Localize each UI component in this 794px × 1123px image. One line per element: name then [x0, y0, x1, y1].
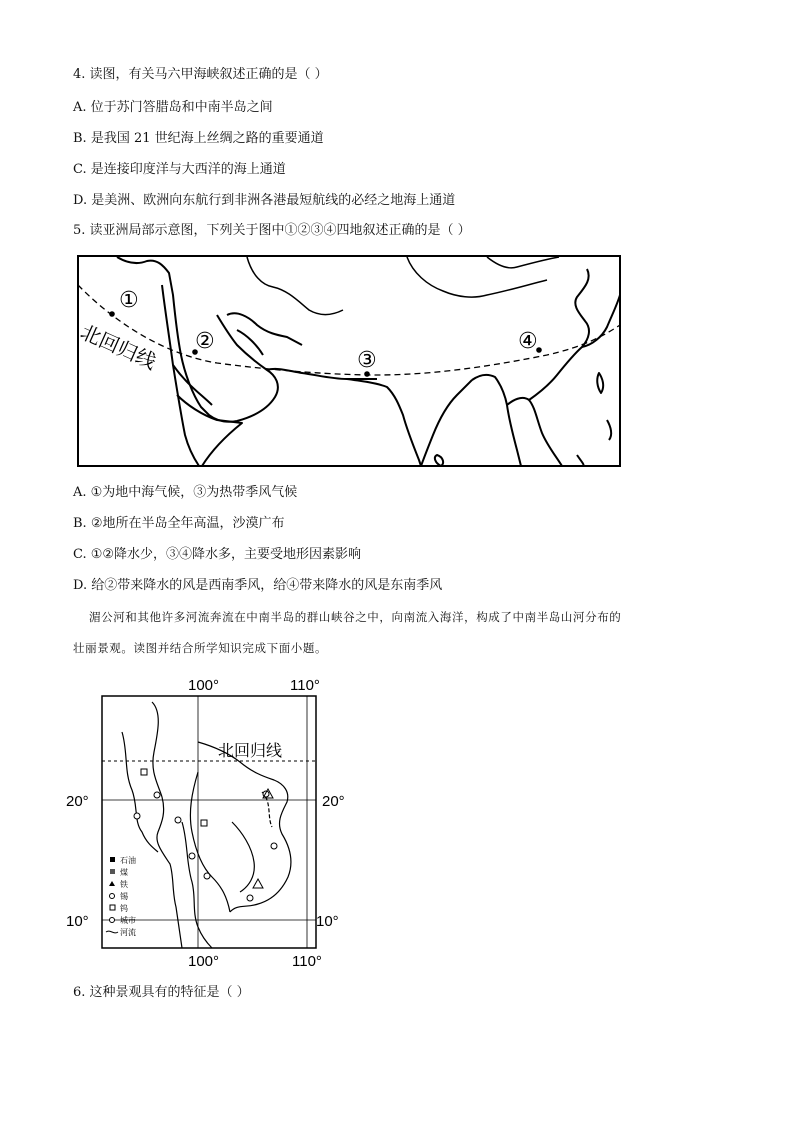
lon-100-top: 100°: [188, 677, 220, 694]
indochina-map: [62, 672, 372, 972]
point-1-label: ①: [119, 287, 139, 312]
legend-coal: 煤: [120, 868, 128, 877]
legend-tin: 锡: [120, 892, 128, 901]
passage-line-1: 湄公河和其他许多河流奔流在中南半岛的群山峡谷之中，向南流入海洋，构成了中南半岛山河分布的: [89, 610, 622, 624]
q5-option-d: D. 给②带来降水的风是西南季风，给④带来降水的风是东南季风: [73, 578, 443, 593]
q5-option-a: A. ①为地中海气候，③为热带季风气候: [73, 485, 298, 500]
legend-oil: 石油: [120, 856, 136, 865]
q4-option-a: A. 位于苏门答腊岛和中南半岛之间: [73, 100, 273, 115]
point-3-dot: [364, 371, 370, 377]
q6-stem: 6. 这种景观具有的特征是（ ）: [73, 985, 250, 1000]
lat-20-right: 20°: [322, 793, 345, 810]
lat-20-left: 20°: [66, 793, 89, 810]
legend-city: 城市: [120, 916, 136, 925]
tropic-label-asia: 北回归线: [77, 321, 159, 375]
lon-110-bottom: 110°: [292, 953, 322, 970]
legend-city-icon: [110, 918, 115, 923]
lon-110-top: 110°: [290, 677, 320, 694]
legend-river: 河流: [120, 928, 136, 937]
lon-100-bottom: 100°: [188, 953, 220, 970]
lat-10-left: 10°: [66, 913, 89, 930]
passage-line-2: 壮丽景观。读图并结合所学知识完成下面小题。: [73, 641, 328, 655]
legend-oil-icon: [110, 857, 115, 862]
point-4-label: ④: [518, 328, 538, 353]
map-frame: [78, 256, 620, 466]
point-2-label: ②: [195, 328, 215, 353]
legend-coal-icon: [110, 869, 115, 874]
q4-option-d: D. 是美洲、欧洲向东航行到非洲各港最短航线的必经之地海上通道: [73, 193, 456, 208]
q4-option-b: B. 是我国 21 世纪海上丝绸之路的重要通道: [73, 131, 324, 146]
q5-stem: 5. 读亚洲局部示意图，下列关于图中①②③④四地叙述正确的是（ ）: [73, 223, 471, 238]
lat-10-right: 10°: [316, 913, 339, 930]
q4-option-c: C. 是连接印度洋与大西洋的海上通道: [73, 162, 286, 177]
map2-frame: [102, 696, 316, 948]
map2-tropic-label: 北回归线: [218, 743, 283, 760]
legend-iron: 铁: [120, 880, 128, 889]
point-1-dot: [109, 311, 115, 317]
reading-passage: [73, 602, 723, 664]
q4-stem: 4. 读图，有关马六甲海峡叙述正确的是（ ）: [73, 67, 328, 82]
asia-map: [77, 255, 621, 467]
legend-tungsten: 钨: [120, 904, 128, 913]
q5-option-b: B. ②地所在半岛全年高温，沙漠广布: [73, 516, 285, 531]
q5-option-c: C. ①②降水少，③④降水多，主要受地形因素影响: [73, 547, 362, 562]
point-3-label: ③: [357, 347, 377, 372]
